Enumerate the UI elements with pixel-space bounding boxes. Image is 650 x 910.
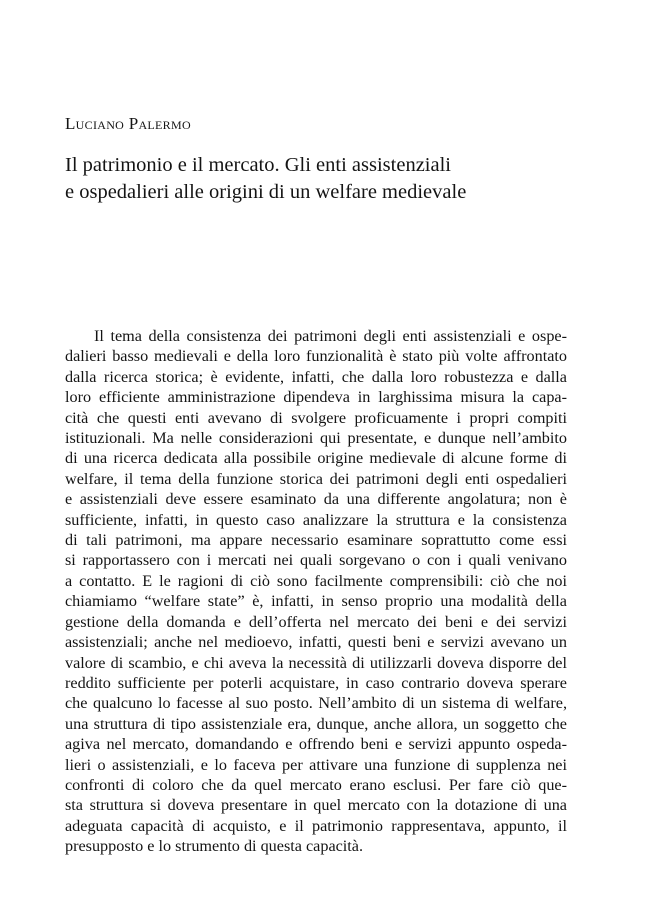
paragraph-line: sta struttura si doveva presentare in quel mercato con la dotazione di una <box>65 796 567 815</box>
paragraph-line: una struttura di tipo assistenziale era, dunque, anche allora, un soggetto che <box>65 714 567 733</box>
paragraph-line: e assistenziali deve essere esaminato da una differente angolatura; non è <box>65 490 567 509</box>
paragraph-line: welfare, il tema della funzione storica dei patrimoni degli enti ospedalieri <box>65 469 567 488</box>
paragraph-line: lieri o assistenziali, e lo faceva per attivare una funzione di supplenza nei <box>65 755 567 774</box>
paragraph-line: reddito sufficiente per poterli acquistare, in caso contrario doveva sperare <box>65 673 567 692</box>
paragraph-line: agiva nel mercato, domandando e offrendo beni e servizi appunto ospeda- <box>65 735 567 754</box>
title-line: Il patrimonio e il mercato. Gli enti assistenziali <box>65 154 451 176</box>
paragraph-line: assistenziali; anche nel medioevo, infatti, questi beni e servizi avevano un <box>65 633 567 652</box>
body-paragraph <box>65 326 567 857</box>
paragraph-line: loro efficiente amministrazione dipendeva in larghissima misura la capa- <box>65 388 567 407</box>
paragraph-line: che qualcuno lo facesse al suo posto. Nell’ambito di un sistema di welfare, <box>65 694 567 713</box>
paragraph-line: dalla ricerca storica; è evidente, infatti, che dalla loro robustezza e dalla <box>65 367 567 386</box>
paragraph-line: si rapportassero con i mercati nei quali sorgevano o con i quali venivano <box>65 551 567 570</box>
article-title <box>65 152 535 206</box>
paragraph-line: confronti di coloro che da quel mercato erano esclusi. Per fare ciò que- <box>65 775 567 794</box>
paragraph-line: gestione della domanda e dell’offerta nel mercato dei beni e dei servizi <box>65 612 567 631</box>
author-name: Luciano Palermo <box>65 114 191 133</box>
paragraph-line: istituzionali. Ma nelle considerazioni qui presentate, e dunque nell’ambito <box>65 429 567 448</box>
paragraph-line: chiamiamo “welfare state” è, infatti, in senso proprio una modalità della <box>65 592 567 611</box>
paragraph-line: Il tema della consistenza dei patrimoni degli enti assistenziali e ospe- <box>94 327 567 345</box>
title-line: e ospedalieri alle origini di un welfare medievale <box>65 181 467 203</box>
paragraph-line: adeguata capacità di acquisto, e il patrimonio rappresentava, appunto, il <box>65 816 567 835</box>
paragraph-line: cità che questi enti avevano di svolgere proficuamente i propri compiti <box>65 408 567 427</box>
paragraph-line: presupposto e lo strumento di questa capacità. <box>65 837 364 856</box>
paragraph-line: di una ricerca dedicata alla possibile origine medievale di alcune forme di <box>65 449 567 468</box>
paragraph-line: sufficiente, infatti, in questo caso analizzare la struttura e la consistenza <box>65 510 567 529</box>
paragraph-line: di tali patrimoni, ma appare necessario esaminare soprattutto come essi <box>65 531 567 550</box>
paragraph-line: dalieri basso medievali e della loro funzionalità è stato più volte affrontato <box>65 347 567 366</box>
paragraph-line: a contatto. E le ragioni di ciò sono facilmente comprensibili: ciò che noi <box>65 571 567 590</box>
paragraph-line: valore di scambio, e chi aveva la necessità di utilizzarli doveva disporre del <box>65 653 567 672</box>
